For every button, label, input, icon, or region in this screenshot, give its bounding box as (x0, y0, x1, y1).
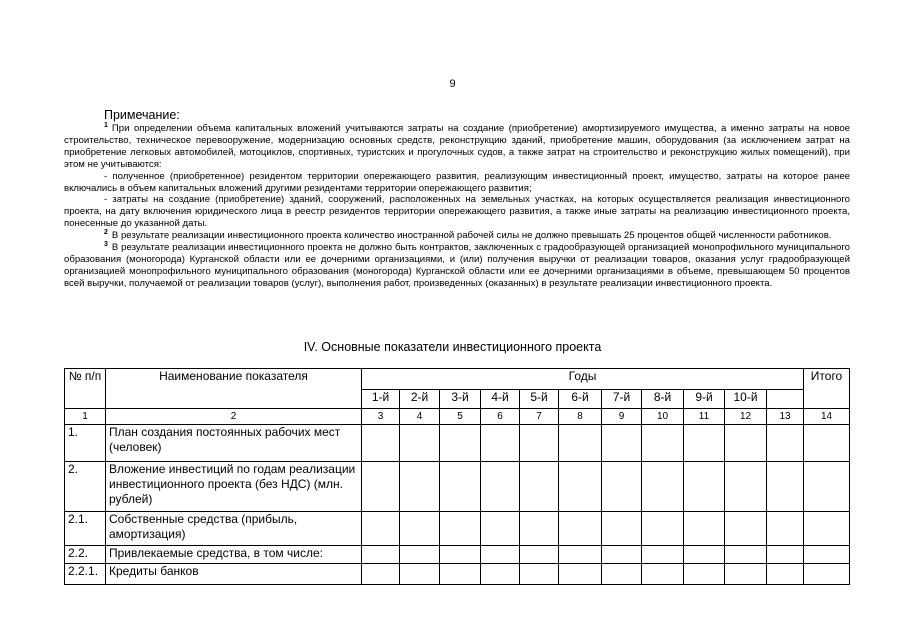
year-value-cell[interactable] (684, 425, 725, 462)
year-header-3: 3-й (440, 390, 481, 409)
footnote-2-text: В результате реализации инвестиционного проекта количество иностранной рабочей силы не должно превышать 25 процентов общей численности работников. (111, 230, 832, 242)
column-number-2: 2 (106, 409, 362, 425)
year-value-cell[interactable] (559, 512, 602, 546)
year-value-cell[interactable] (602, 462, 642, 512)
year-value-cell[interactable] (642, 564, 684, 585)
year-value-cell[interactable] (725, 425, 767, 462)
table-row (65, 564, 850, 585)
table-row (65, 546, 850, 564)
column-number-12: 12 (725, 409, 767, 425)
column-number-11: 11 (684, 409, 725, 425)
footnote-1 (64, 123, 850, 171)
year-value-cell[interactable] (440, 462, 481, 512)
row-indicator-name: Кредиты банков (106, 564, 362, 585)
page-number: 9 (449, 78, 456, 90)
years-header: Годы (362, 369, 804, 390)
column-number-1: 1 (65, 409, 106, 425)
column-number-8: 8 (559, 409, 602, 425)
year-value-cell[interactable] (400, 546, 440, 564)
year-value-cell[interactable] (520, 546, 559, 564)
year-value-cell[interactable] (481, 546, 520, 564)
row-indicator-name: Вложение инвестиций по годам реализации инвестиционного проекта (без НДС) (млн. рублей) (106, 462, 362, 512)
year-value-cell[interactable] (602, 564, 642, 585)
year-value-cell[interactable] (602, 425, 642, 462)
total-value-cell[interactable] (804, 564, 850, 585)
year-value-cell[interactable] (767, 546, 804, 564)
year-value-cell[interactable] (520, 425, 559, 462)
year-header-1: 1-й (362, 390, 400, 409)
year-value-cell[interactable] (362, 564, 400, 585)
year-value-cell[interactable] (559, 425, 602, 462)
year-value-cell[interactable] (400, 425, 440, 462)
footnote-3 (64, 242, 850, 290)
year-header-8: 8-й (642, 390, 684, 409)
year-value-cell[interactable] (440, 546, 481, 564)
year-value-cell[interactable] (725, 564, 767, 585)
year-value-cell[interactable] (362, 546, 400, 564)
year-value-cell[interactable] (362, 462, 400, 512)
column-number-13: 13 (767, 409, 804, 425)
column-number-5: 5 (440, 409, 481, 425)
year-value-cell[interactable] (767, 425, 804, 462)
year-value-cell[interactable] (767, 564, 804, 585)
column-number-4: 4 (400, 409, 440, 425)
column-number-14: 14 (804, 409, 850, 425)
col-name-header: Наименование показателя (106, 369, 362, 409)
year-value-cell[interactable] (559, 546, 602, 564)
row-indicator-name: План создания постоянных рабочих мест (человек) (106, 425, 362, 462)
row-number: 2.1. (65, 512, 106, 546)
total-value-cell[interactable] (804, 425, 850, 462)
footnote-3-text: В результате реализации инвестиционного проекта не должно быть контрактов, заключенных с градообразующей организацией монопрофильного муниципального образования (моногорода) Курганской области или ее дочерними организациями, и (или) получения выручки от реализации товаров, оказания услуг градообразующей организацией монопрофильного муниципального образования (моногорода) Курганской области или ее дочерними организациями в объеме, превышающем 50 процентов всей выручки, получаемой от реализации товаров (услуг), выполнения работ, произведенных (оказанных) в результате реализации инвестиционного проекта. (64, 242, 850, 289)
year-header-9: 9-й (684, 390, 725, 409)
year-value-cell[interactable] (520, 564, 559, 585)
year-value-cell[interactable] (481, 425, 520, 462)
footnote-2-mark: 2 (104, 228, 108, 236)
row-number: 2.2.1. (65, 564, 106, 585)
year-value-cell[interactable] (725, 462, 767, 512)
col-num-header: № п/п (65, 369, 106, 409)
year-value-cell[interactable] (481, 462, 520, 512)
row-indicator-name: Собственные средства (прибыль, амортизация) (106, 512, 362, 546)
year-value-cell[interactable] (400, 564, 440, 585)
year-value-cell[interactable] (684, 546, 725, 564)
footnote-2 (64, 230, 850, 242)
footnote-1-bullet-2: - затраты на создание (приобретение) зданий, сооружений, расположенных на земельных участках, на которых осуществляется реализация инвестиционного проекта, на дату включения юридического лица в реестр резидентов территории опережающего развития, а также иные затраты на реализацию инвестиционного проекта, понесенные до указанной даты. (64, 194, 850, 230)
table-row (65, 425, 850, 462)
year-header-5: 5-й (520, 390, 559, 409)
total-value-cell[interactable] (804, 546, 850, 564)
year-value-cell[interactable] (725, 546, 767, 564)
year-value-cell[interactable] (642, 462, 684, 512)
year-value-cell[interactable] (362, 425, 400, 462)
year-value-cell[interactable] (481, 512, 520, 546)
column-number-10: 10 (642, 409, 684, 425)
total-value-cell[interactable] (804, 512, 850, 546)
section-title: IV. Основные показатели инвестиционного проекта (303, 340, 602, 354)
year-value-cell[interactable] (440, 564, 481, 585)
table-body (65, 425, 850, 585)
year-value-cell[interactable] (559, 564, 602, 585)
year-value-cell[interactable] (725, 512, 767, 546)
year-value-cell[interactable] (684, 564, 725, 585)
row-indicator-name: Привлекаемые средства, в том числе: (106, 546, 362, 564)
year-value-cell[interactable] (642, 512, 684, 546)
year-value-cell[interactable] (642, 425, 684, 462)
column-number-9: 9 (602, 409, 642, 425)
table-row (65, 462, 850, 512)
year-header-4: 4-й (481, 390, 520, 409)
year-header-2: 2-й (400, 390, 440, 409)
year-value-cell[interactable] (520, 462, 559, 512)
year-value-cell[interactable] (400, 462, 440, 512)
indicators-table (64, 368, 850, 585)
year-value-cell[interactable] (481, 564, 520, 585)
year-value-cell[interactable] (767, 462, 804, 512)
year-header-11 (767, 390, 804, 409)
total-value-cell[interactable] (804, 462, 850, 512)
year-value-cell[interactable] (400, 512, 440, 546)
year-value-cell[interactable] (767, 512, 804, 546)
year-value-cell[interactable] (684, 512, 725, 546)
year-value-cell[interactable] (559, 462, 602, 512)
year-value-cell[interactable] (602, 512, 642, 546)
column-number-row (65, 409, 850, 425)
year-value-cell[interactable] (602, 546, 642, 564)
year-value-cell[interactable] (440, 512, 481, 546)
year-value-cell[interactable] (440, 425, 481, 462)
row-number: 2.2. (65, 546, 106, 564)
table-row (65, 512, 850, 546)
total-header: Итого (804, 369, 850, 409)
notes-block (64, 108, 850, 290)
footnote-1-text: При определении объема капитальных вложений учитываются затраты на создание (приобретение) амортизируемого имущества, а именно затраты на новое строительство, техническое перевооружение, модернизацию основных средств, реконструкцию зданий, приобретение машин, оборудования (за исключением затрат на приобретение легковых автомобилей, мотоциклов, спортивных, туристских и прогулочных судов, а также затрат на строительство и реконструкцию жилых помещений), при этом не учитываются: (64, 123, 850, 170)
year-value-cell[interactable] (684, 462, 725, 512)
column-number-6: 6 (481, 409, 520, 425)
year-value-cell[interactable] (642, 546, 684, 564)
year-header-6: 6-й (559, 390, 602, 409)
footnote-1-mark: 1 (104, 121, 108, 129)
year-value-cell[interactable] (520, 512, 559, 546)
footnote-1-bullet-1: - полученное (приобретенное) резидентом территории опережающего развития, реализующим инвестиционный проект, имущество, затраты на которое ранее включались в объем капитальных вложений другими резидентами территории опережающего развития; (64, 170, 850, 194)
row-number: 2. (65, 462, 106, 512)
year-header-7: 7-й (602, 390, 642, 409)
row-number: 1. (65, 425, 106, 462)
notes-title: Примечание: (104, 108, 180, 122)
year-value-cell[interactable] (362, 512, 400, 546)
column-number-3: 3 (362, 409, 400, 425)
footnote-3-mark: 3 (104, 240, 108, 248)
column-number-7: 7 (520, 409, 559, 425)
year-header-10: 10-й (725, 390, 767, 409)
table-header-row (65, 369, 850, 390)
